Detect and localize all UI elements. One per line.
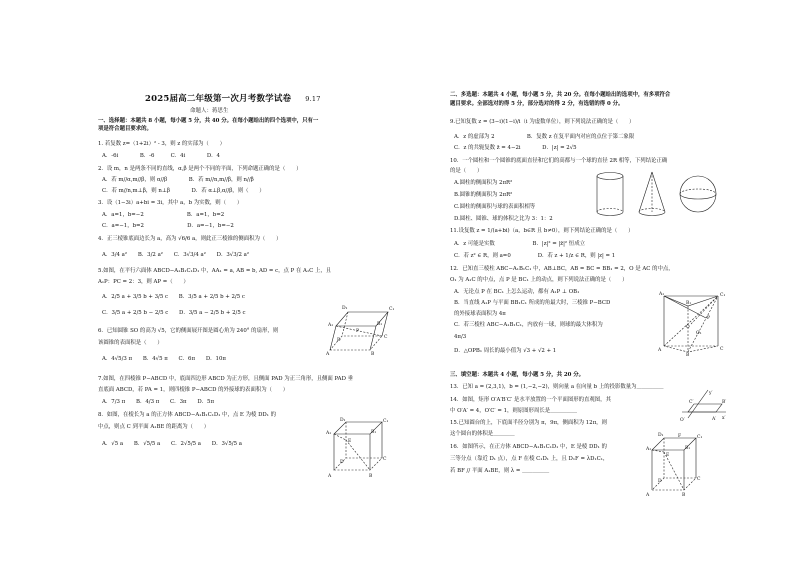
q5-label-d: D [337,338,341,343]
q12-option-a: A．无论点 P 在 BC₁ 上怎么运动，都有 A₁P ⊥ OB₁ [454,289,580,295]
q6-stem-a: 6．已知圆锥 SO 的高为 √5，它的侧面展开图是圆心角为 240° 的扇形，则 [98,328,279,334]
q14-label-o: O′ [680,418,685,423]
q8-label-b: B [369,474,373,479]
exam-date: 9.17 [305,95,321,103]
q16-label-d: D [658,479,662,484]
section2-heading-a: 二、多选题：本题共 4 小题，每小题 5 分，共 20 分。在每小题给出的选项中，有多项符合 [450,92,671,98]
q12-stem-b: O₁ 为 A₁C 的中点，点 P 是 BC₁ 上的动点，则下列说法正确的是（ ） [450,277,628,283]
q11-options-ab: A．z 可能是实数 B．|z|² = |z̄|² 恒成立 [454,241,585,247]
q10-option-b: B.圆锥的侧面积为 2πR² [454,192,513,198]
q3-stem: 3．设（1−3i）a+bi = 3i，其中 a，b 为实数，则（ ） [98,200,243,206]
q16-label-e: E [666,453,670,458]
section3-heading: 三、填空题：本题共 4 小题，每小题 5 分，共 20 分。 [450,372,585,378]
q13-stem: 13．已知 a = (2,3,1)，b = (1,−2,−2)，则向量 a 在向量 b 上的投影数量为＿＿＿＿＿ [450,384,664,390]
q12-option-b1: B．当直线 A₁P 与平面 BB₁C₁ 所成的角最大时，三棱锥 P−BCD [454,300,611,306]
section2-heading-b: 题目要求。全部选对的得 5 分，部分选对的得 2 分，有选错的得 0 分。 [450,101,624,107]
q5-stem-a: 5.如图，在平行六面体 ABCD−A₁B₁C₁D₁ 中，AA₁ = a, AB = b, AD = c，点 P 在 A₁C 上，且 [98,268,332,274]
q5-options-2: C．3/5 a + 2/5 b − 2/5 c D．3/5 a − 2/5 b + 2/5 c [102,310,246,316]
q16-label-b: B [682,493,686,498]
q14-stem-a: 14．如图，矩形 O′A′B′C′ 是水平放置的一个平面图形的直观图，其 [450,397,611,403]
q12-stem-a: 12．已知直三棱柱 ABC−A₁B₁C₁ 中，AB⊥BC，AB = BC = BB₁ = 2，O 是 AC 的中点， [450,266,674,272]
q7-stem-a: 7.如图，在四棱锥 P−ABCD 中，底面四边形 ABCD 为正方形，且侧面 PAD 为正三角形，且侧面 PAD 垂 [98,376,353,382]
q5-label-a1: A₁ [328,323,334,328]
q12-prism-figure [658,288,730,356]
q12-label-o1: O₁ [696,331,702,336]
q5-label-c: C [384,335,388,340]
q8-stem-b: 中点，则点 C 到平面 A₁BE 的距离为（ ） [98,424,210,430]
q1-stem: 1. 若复数 z=（1+2i）² - 3，则 z 的实部为（ ） [98,141,225,147]
q12-label-b: B [686,353,690,356]
q2-stem: 2．设 m，n 是两条不同的直线，α,β 是两个不同的平面，下列命题正确的是（ ） [98,166,302,172]
q16-stem-c: 若 BF // 平面 A₁BE，则 λ = ＿＿＿＿＿ [450,468,550,474]
q12-label-a: A [658,348,662,353]
q9-options-ab: A．z 的虚部为 2 B．复数 z 在复平面内对应的点位于第二象限 [454,134,635,140]
q5-label-a: A [326,352,330,356]
section1-heading-b: 项是符合题目要求的。 [98,126,152,132]
q16-label-d1: D₁ [658,433,664,438]
q16-label-c: C [697,477,701,482]
q12-label-a1: A₁ [659,292,665,297]
section1-heading-a: 一、选择题：本题共 8 小题，每小题 5 分，共 40 分。在每小题给出的四个选项中，只有一 [98,118,319,124]
q2-options-ab: A．若 m//α,m//β，则 α//β B．若 m//n,m//β，则 n//β [102,177,254,183]
q5-label-c1: C₁ [389,307,395,312]
q3-options-ab: A．a=1，b=−2 B．a=1，b=2 [102,212,225,218]
q5-label-p: P [356,329,360,334]
q14-label-b: B′ [722,400,727,405]
q9-stem: 9.已知复数 z = (3−i)(1−i)/i（i 为虚数单位），则下列说法正确的是（ ） [450,119,635,125]
q10-option-c: C.圆柱的侧面积与球的表面积相等 [454,204,536,210]
q12-option-c1: C．若三棱柱 ABC−A₁B₁C₁，内放有一球，则球的最大体积为 [454,322,603,328]
q12-label-c: C [720,347,724,352]
q16-stem-b: 三等分点（靠近 D₁ 点），点 F 在棱 C₁D₁ 上，且 D₁F = λD₁C₁， [450,456,609,462]
q16-label-b1: B₁ [685,446,691,451]
q11-options-cd: C．若 z² ∈ R，则 a=0 D．若 z + 1/z ∈ R，则 |z| = 1 [454,253,616,259]
q16-stem-a: 16．如图所示，在正方体 ABCD−A₁B₁C₁D₁ 中，E 是棱 DD₁ 的 [450,444,607,450]
exam-title: 2025届高二年级第一次月考数学试卷 9.17 [145,94,321,104]
q12-label-o: O [686,325,690,330]
q4-stem: 4．正三棱锥底面边长为 a，高为 √6/6 a，则此正三棱锥的侧面积为（ ） [98,236,282,242]
q10-stem-b: 的是（ ） [450,168,483,174]
q6-stem-b: 该圆锥的表面积是（ ） [98,340,163,346]
q15-stem-a: 15.已知圆台的上，下底面半径分别为 π，9π，侧面积为 12π，则 [450,420,607,426]
q5-label-b: B [371,352,375,356]
q15-stem-b: 这个圆台的体积是＿＿＿＿ [450,431,515,437]
q12-label-p: P [707,316,711,321]
q16-cube-figure [646,430,702,498]
q16-label-f: F [678,434,682,439]
q12-option-d: D．△OPB₁ 周长的最小值为 √3 + √2 + 1 [454,348,557,354]
q8-cube-figure [326,416,392,480]
q8-label-c1: C₁ [383,419,389,424]
q4-options: A．3/4 a² B．3/2 a² C．3√3/4 a² D．3√3/2 a² [102,252,249,258]
q5-label-d1: D₁ [342,306,348,311]
q14-stem-b: 中 O′A′ = 4，O′C′ = 1，则原图形周长是＿＿＿＿＿ [450,408,578,414]
q8-label-d1: D₁ [340,418,346,423]
q8-label-e: E [348,439,352,444]
q7-stem-b: 直底面 ABCD，若 PA = 1，则四棱锥 P−ABCD 的外接球的表面积为（ ） [98,387,289,393]
q8-stem-a: 8．如图，在棱长为 a 的正方体 ABCD−A₁B₁C₁D₁ 中，点 E 为棱 DD₁ 的 [98,412,276,418]
q10-option-d: D.圆柱、圆锥、球的体积之比为 3：1：2 [454,216,553,222]
q14-label-x: x′ [722,416,726,421]
q8-label-a: A [328,474,332,479]
q5-options-1: A．2/5 a + 3/5 b + 3/5 c B．3/5 a + 2/5 b + 2/5 c [102,294,245,300]
q8-label-d: D [340,460,344,465]
q9-options-cd: C．z 的共轭复数 z̄ = 4−2i D．|z| = 2√5 [454,145,577,151]
q5-label-b1: B₁ [377,322,383,327]
q10-option-a: A.圆柱的侧面积为 2πR² [454,180,513,186]
q8-options: A．√5 a B．√5/5 a C．2√5/5 a D．3√5/5 a [102,441,242,447]
q8-label-a1: A₁ [326,431,332,436]
q16-label-a1: A₁ [646,447,652,452]
q5-parallelepiped-figure [326,296,398,356]
q14-oblique-figure [678,388,728,424]
q12-label-b1: B₁ [686,301,692,306]
exam-author: 命题人：蒋思生 [190,108,229,114]
q1-options: A．-6i B．-6 C．4i D．4 [102,153,220,159]
q16-label-c1: C₁ [697,435,702,440]
q11-stem: 11.设复数 z = 1/(a+bi)（a，b∈R 且 b≠0），则下列结论正确的是（ ） [450,228,634,234]
q3-options-cd: C．a=−1，b=2 D．a=−1，b=−2 [102,223,234,229]
q14-label-y: y′ [709,391,713,396]
q12-option-c2: 4π/3 [454,334,467,340]
q7-options: A．7/3 π B．4/3 π C．3π D．5π [102,399,215,405]
q12-option-b2: 的外接球表面积为 4π [454,311,506,317]
q8-label-c: C [383,457,387,462]
q14-label-c: C′ [689,400,694,405]
q12-label-c1: C₁ [720,293,726,298]
q6-options: A．4√5/3 π B．4√5 π C．6π D．10π [102,356,226,362]
q16-label-a: A [646,493,650,498]
q8-label-b1: B₁ [371,430,377,435]
q14-label-a: A′ [712,417,717,422]
q5-stem-b: A₁P：PC = 2：3，则 AP =（ ） [98,279,189,285]
q2-options-cd: C．若 m//n,m⊥β，则 n⊥β D．若 α⊥β,α//β，则（ ） [102,188,265,194]
q10-solids-figure [594,168,724,220]
q10-stem-a: 10．一个圆柱和一个圆锥的底面直径和它们的高都与一个球的直径 2R 相等，下列结论正确 [450,158,668,164]
